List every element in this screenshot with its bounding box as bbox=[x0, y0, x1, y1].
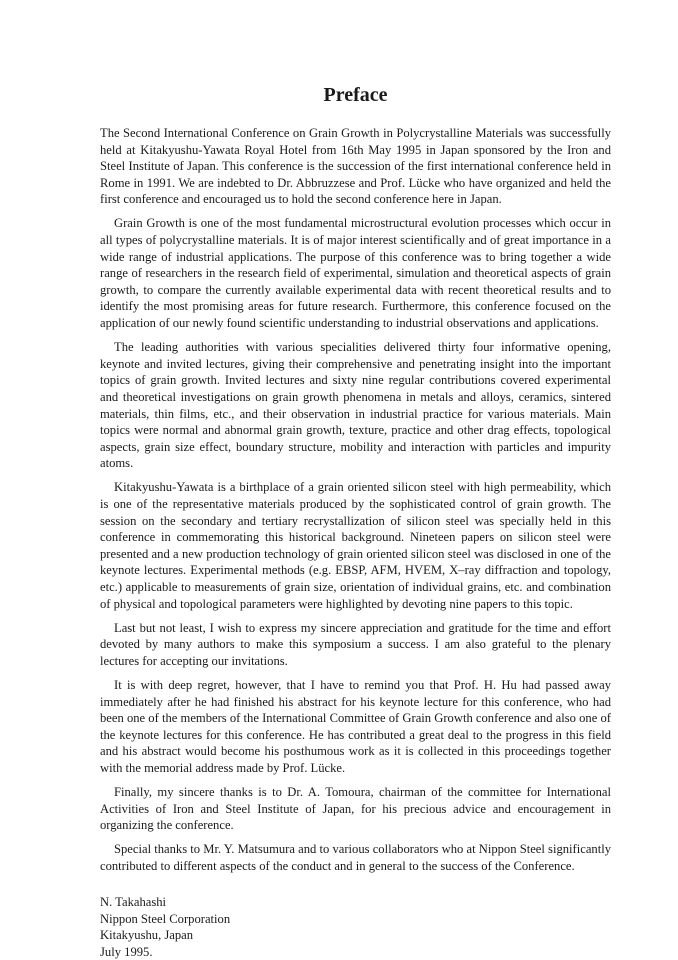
preface-body bbox=[100, 125, 611, 882]
paragraph: Special thanks to Mr. Y. Matsumura and to various collaborators who at Nippon Steel significantly contributed to different aspects of the conduct and in general to the success of the Conference. bbox=[100, 842, 611, 873]
paragraph: Finally, my sincere thanks is to Dr. A. Tomoura, chairman of the committee for International Activities of Iron and Steel Institute of Japan, for his precious advice and encouragement in organizing the conference. bbox=[100, 784, 611, 833]
paragraph: The Second International Conference on Grain Growth in Polycrystalline Materials was successfully held at Kitakyushu-Yawata Royal Hotel from 16th May 1995 in Japan sponsored by the Iron and Steel Institute of Japan. This conference is the succession of the first international conference held in Rome in 1991. We are indebted to Dr. Abbruzzese and Prof. Lücke who have organized and held the first conference and encouraged us to hold the second conference here in Japan. bbox=[100, 126, 611, 207]
paragraph: It is with deep regret, however, that I have to remind you that Prof. H. Hu had passed away immediately after he had finished his abstract for his keynote lecture for this conference, who had been one of the members of the International Committee of Grain Growth conference and also one of the keynote lectures for this conference. He has contributed a great deal to the progress in this field and his abstract would become his posthumous work as it is collected in this proceedings together with the memorial address made by Prof. Lücke. bbox=[100, 677, 611, 775]
paragraph: Last but not least, I wish to express my sincere appreciation and gratitude for the time and effort devoted by many authors to make this symposium a success. I am also grateful to the plenary lectures for accepting our invitations. bbox=[100, 620, 611, 668]
signature-location: Kitakyushu, Japan bbox=[100, 928, 194, 943]
signature-name: N. Takahashi bbox=[100, 895, 167, 909]
paragraph: Kitakyushu-Yawata is a birthplace of a grain oriented silicon steel with high permeability, which is one of the representative materials produced by the sophisticated control of grain growth. The session on the secondary and tertiary recrystallization of silicon steel was specially held in this conference in commemorating this historical background. Nineteen papers on silicon steel were presented and a new production technology of grain oriented silicon steel was disclosed in one of the keynote lectures. Experimental methods (e.g. EBSP, AFM, HVEM, X–ray diffraction and topology, etc.) applicable to measurements of grain size, orientation of individual grains, etc. and combination of physical and topological parameters were highlighted by devoting nine papers to this topic. bbox=[100, 480, 611, 611]
paragraph: The leading authorities with various specialities delivered thirty four informative opening, keynote and invited lectures, giving their comprehensive and penetrating insight into the important topics of grain growth. Invited lectures and sixty nine regular contributions covered experimental and theoretical investigations on grain growth phenomena in metals and alloys, ceramics, sintered materials, thin films, etc., and their observation in industrial practice for various materials. Main topics were normal and abnormal grain growth, texture, practice and other drag effects, topological aspects, grain size effect, boundary structure, mobility and interaction with particles and impurity atoms. bbox=[100, 340, 611, 471]
paragraph: Grain Growth is one of the most fundamental microstructural evolution processes which occur in all types of polycrystalline materials. It is of major interest scientifically and of great importance in a wide range of industrial applications. The purpose of this conference was to bring together a wide range of researchers in the research field of experimental, simulation and theoretical aspects of grain growth, to compare the currently available experimental data with recent theoretical results and to identify the most promising areas for future research. Furthermore, this conference focused on the application of our newly found scientific understanding to industrial observations and applications. bbox=[100, 216, 611, 331]
signature-block bbox=[100, 894, 230, 960]
signature-organization: Nippon Steel Corporation bbox=[100, 911, 231, 926]
signature-date: July 1995. bbox=[100, 944, 153, 959]
page-title: Preface bbox=[323, 84, 388, 106]
